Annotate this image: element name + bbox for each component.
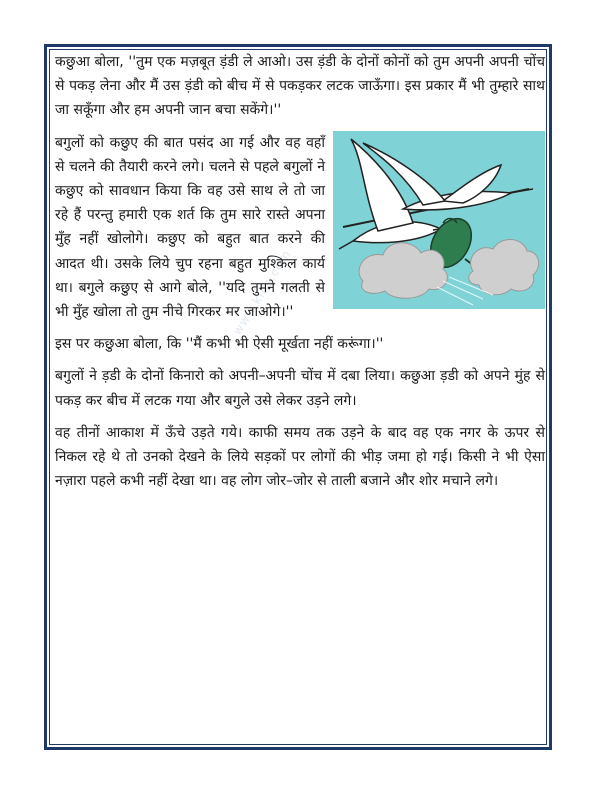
story-paragraph-2 [55,131,545,325]
story-paragraph-5: वह तीनों आकाश में ऊँचे उड़ते गये। काफी समय तक उड़ने के बाद वह एक नगर के ऊपर से निकल रहे थे तो उनको देखने के लिये सड़कों पर लोगों की भीड़ जमा हो गई। किसी ने भी ऐसा नज़ारा पहले कभी नहीं देखा था। वह लोग जोर–जोर से ताली बजाने और शोर मचाने लगे। [55,424,545,490]
story-paragraph-1: कछुआ बोला, ''तुम एक मज़बूत ड़ंडी ले आओ। उस ड़ंडी के दोनों कोनों को तुम अपनी अपनी चोंच से पकड़ लेना और मैं उस ड़ंडी को बीच में से पकड़कर लटक जाऊँगा। इस प्रकार मैं भी तुम्हारे साथ जा सकूँगा और हम अपनी जान बचा सकेंगे।'' [55,54,545,119]
story-content [55,50,545,501]
story-paragraph-2-text: बगुलों को कछुए की बात पसंद आ गई और वह वहाँ से चलने की तैयारी करने लगे। चलने से पहले बगुलों ने कछुए को सावधान किया कि वह उसे साथ ले तो जा रहे हैं परन्तु हमारी एक शर्त कि तुम सारे रास्ते अपना मुँह नहीं खोलोगे। कछुए को बहुत बात करने की आदत थी। उसके लिये चुप रहना बहुत मुश्किल कार्य था। बगुले कछुए से आगे बोले, ''यदि तुमने गलती से भी मुँह खोला तो तुम नीचे गिरकर मर जाओगे।'' [55,134,325,321]
cranes-carrying-turtle-illustration [333,131,545,309]
watermark: www.kids.com [230,247,294,338]
story-paragraph-4: बगुलों ने ड़डी के दोनों किनारो को अपनी–अपनी चोंच में दबा लिया। कछुआ ड़डी को अपने मुंह से पकड़ कर बीच में लटक गया और बगुले उसे लेकर उड़ने लगे। [55,368,545,409]
story-paragraph-3: इस पर कछुआ बोला, कि ''मैं कभी भी ऐसी मूर्खता नहीं करूंगा।'' [55,336,384,353]
